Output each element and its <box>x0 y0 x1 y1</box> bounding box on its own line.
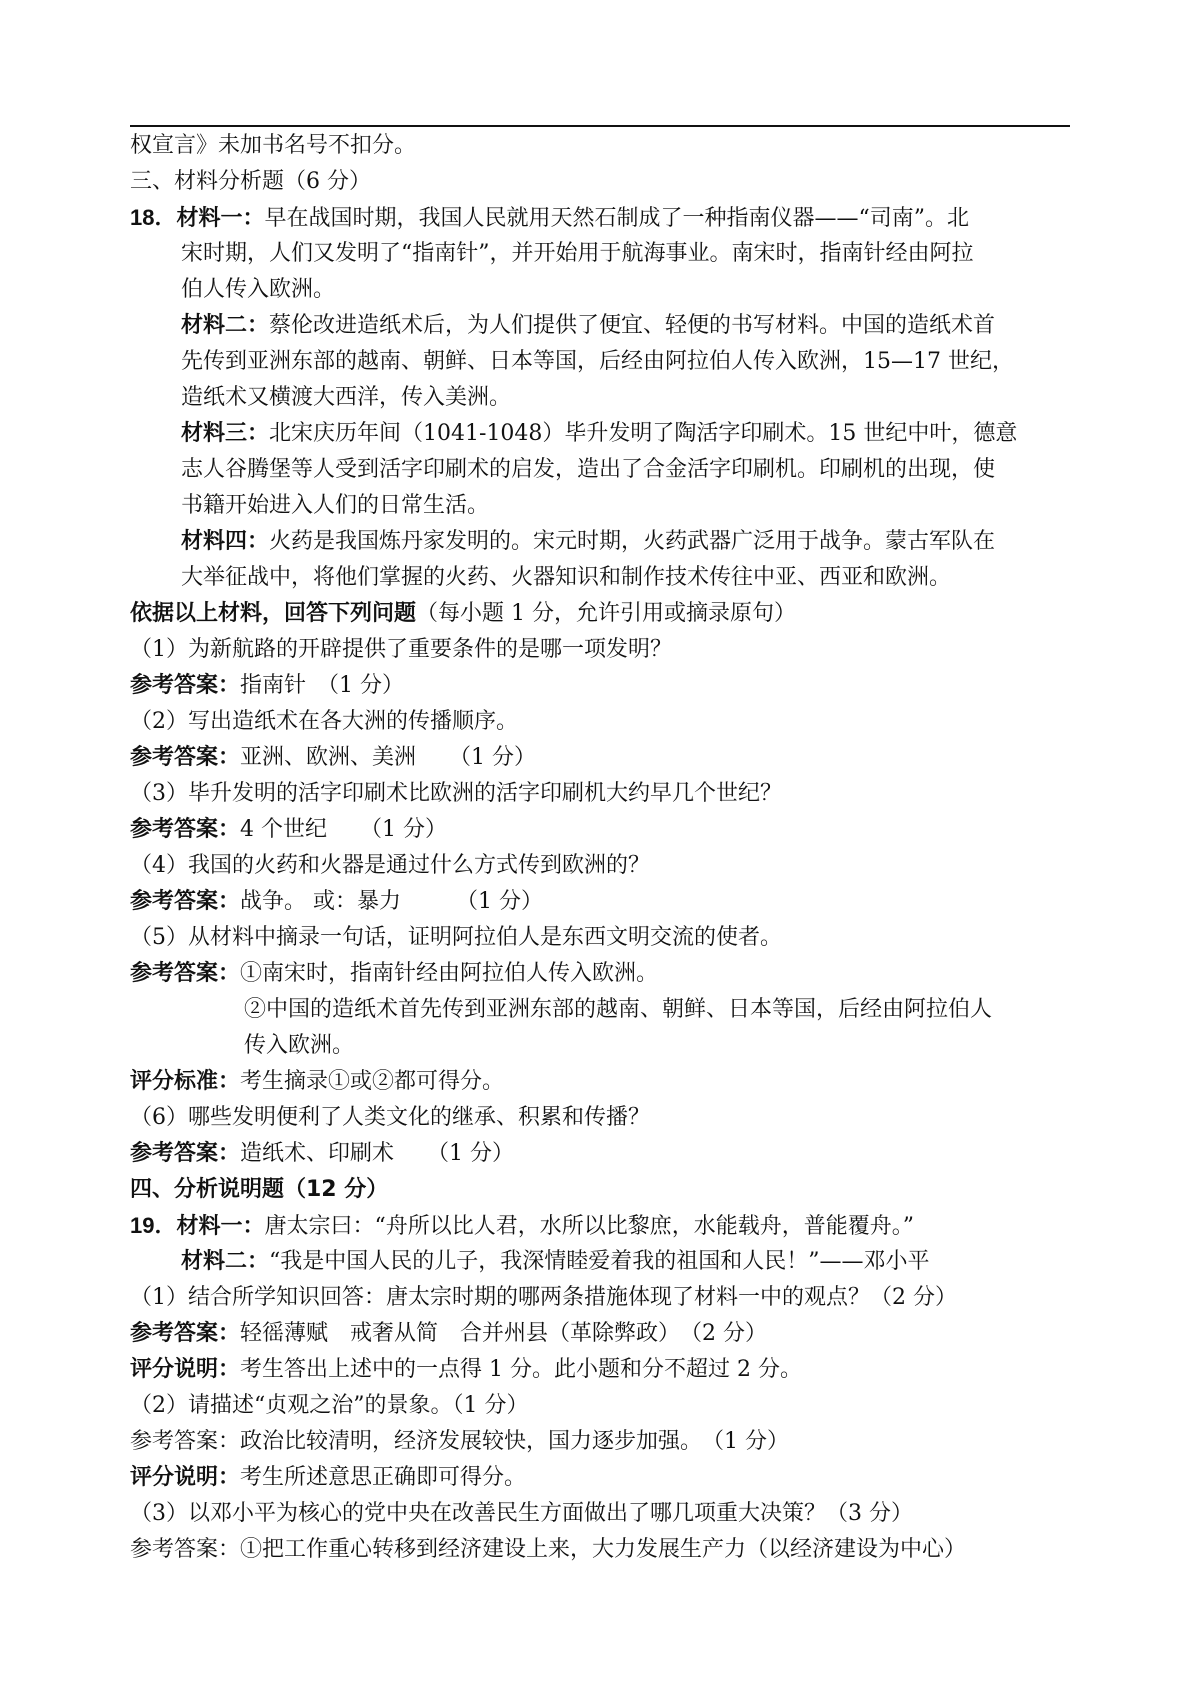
explanation-label: 评分说明： <box>130 1357 241 1382</box>
q19-material-1-text: 唐太宗曰：“舟所以比人君，水所以比黎庶，水能载舟，普能覆舟。” <box>264 1214 914 1239</box>
q18-material-3-line-2: 志人谷腾堡等人受到活字印刷术的启发，造出了合金活字印刷机。印刷机的出现，使 <box>181 457 996 482</box>
q18-answer-5-line-1 <box>130 956 1080 992</box>
q19-sub-2: （2）请描述“贞观之治”的景象。（1 分） <box>130 1393 529 1418</box>
q18-material-1-line-2: 宋时期，人们又发明了“指南针”，并开始用于航海事业。南宋时，指南针经由阿拉 <box>181 241 974 266</box>
answer-label: 参考答案： <box>130 817 241 842</box>
q19-explanation-2 <box>130 1460 1080 1496</box>
q18-material-4-line-2: 大举征战中，将他们掌握的火药、火器知识和制作技术传往中亚、西亚和欧洲。 <box>181 565 952 590</box>
continued-text: 权宣言》未加书名号不扣分。 <box>130 133 417 158</box>
header-rule <box>130 125 1070 127</box>
q18-instructions-rest: （每小题 1 分，允许引用或摘录原句） <box>416 601 797 626</box>
q18-sub-3: （3）毕升发明的活字印刷术比欧洲的活字印刷机大约早几个世纪？ <box>130 781 782 806</box>
q18-sub-5: （5）从材料中摘录一句话，证明阿拉伯人是东西文明交流的使者。 <box>130 925 782 950</box>
q18-material-2-line-2: 先传到亚洲东部的越南、朝鲜、日本等国，后经由阿拉伯人传入欧洲，15—17 世纪， <box>181 349 1014 374</box>
answer-label: 参考答案： <box>130 745 241 770</box>
q19-answer-1 <box>130 1316 1080 1352</box>
answer-text: 造纸术、印刷术 （1 分） <box>240 1141 515 1166</box>
q18-material-3-line-1 <box>130 416 1080 452</box>
explanation-text: 考生答出上述中的一点得 1 分。此小题和分不超过 2 分。 <box>240 1357 802 1382</box>
q18-material-2-text: 蔡伦改进造纸术后，为人们提供了便宜、轻便的书写材料。中国的造纸术首 <box>269 313 996 338</box>
answer-text: 轻徭薄赋 戒奢从简 合并州县（革除弊政） （2 分） <box>240 1321 768 1346</box>
q18-material-2-line-3: 造纸术又横渡大西洋，传入美洲。 <box>181 385 512 410</box>
q18-instructions-bold: 依据以上材料，回答下列问题 <box>130 601 417 626</box>
answer-label: 参考答案： <box>130 961 241 986</box>
q18-material-4-line-1 <box>130 524 1080 560</box>
scoring-label: 评分标准： <box>130 1069 241 1094</box>
q18-sub-4: （4）我国的火药和火器是通过什么方式传到欧洲的？ <box>130 853 650 878</box>
q19-material-1-label: 材料一： <box>176 1214 265 1239</box>
answer-text: 4 个世纪 （1 分） <box>240 817 447 842</box>
scoring-text: 考生摘录①或②都可得分。 <box>240 1069 505 1094</box>
q18-material-4-text: 火药是我国炼丹家发明的。宋元时期，火药武器广泛用于战争。蒙古军队在 <box>269 529 996 554</box>
q18-sub-2: （2）写出造纸术在各大洲的传播顺序。 <box>130 709 518 734</box>
document-body <box>130 128 1080 1568</box>
q18-answer-5-line-3: 传入欧洲。 <box>244 1033 355 1058</box>
answer-label: 参考答案： <box>130 1141 241 1166</box>
answer-label: 参考答案： <box>130 1321 241 1346</box>
q19-material-2 <box>130 1244 1080 1280</box>
q19-sub-3: （3）以邓小平为核心的党中央在改善民生方面做出了哪几项重大决策？（3 分） <box>130 1501 913 1526</box>
answer-text: ①南宋时，指南针经由阿拉伯人传入欧洲。 <box>240 961 659 986</box>
q18-material-2-label: 材料二： <box>181 313 270 338</box>
q18-answer-2 <box>130 740 1080 776</box>
q19-explanation-1 <box>130 1352 1080 1388</box>
section-4-title: 四、分析说明题（12 分） <box>130 1177 389 1202</box>
q18-material-4-label: 材料四： <box>181 529 270 554</box>
q19-material-2-text: “我是中国人民的儿子，我深情睦爱着我的祖国和人民！”——邓小平 <box>269 1249 930 1274</box>
q18-material-1-line-1 <box>130 200 1080 236</box>
q18-answer-1 <box>130 668 1080 704</box>
q18-answer-3 <box>130 812 1080 848</box>
q18-material-1-line-3: 伯人传入欧洲。 <box>181 277 336 302</box>
q18-sub-6: （6）哪些发明便利了人类文化的继承、积累和传播？ <box>130 1105 650 1130</box>
q18-material-1-label: 材料一： <box>176 206 265 231</box>
answer-text: 指南针 （1 分） <box>240 673 405 698</box>
q18-material-3-label: 材料三： <box>181 421 270 446</box>
answer-text: 亚洲、欧洲、美洲 （1 分） <box>240 745 537 770</box>
q19-answer-3: 参考答案：①把工作重心转移到经济建设上来，大力发展生产力（以经济建设为中心） <box>130 1537 967 1562</box>
q18-number: 18． <box>130 205 177 230</box>
q18-material-3-text: 北宋庆历年间（1041-1048）毕升发明了陶活字印刷术。15 世纪中叶，德意 <box>269 421 1018 446</box>
answer-text: 战争。 或：暴力 （1 分） <box>240 889 544 914</box>
explanation-label: 评分说明： <box>130 1465 241 1490</box>
q18-answer-5-line-2: ②中国的造纸术首先传到亚洲东部的越南、朝鲜、日本等国，后经由阿拉伯人 <box>244 997 993 1022</box>
q18-material-3-line-3: 书籍开始进入人们的日常生活。 <box>181 493 490 518</box>
explanation-text: 考生所述意思正确即可得分。 <box>240 1465 527 1490</box>
q18-answer-4 <box>130 884 1080 920</box>
q19-material-1 <box>130 1208 1080 1244</box>
q18-scoring <box>130 1064 1080 1100</box>
q19-material-2-label: 材料二： <box>181 1249 270 1274</box>
q19-sub-1: （1）结合所学知识回答：唐太宗时期的哪两条措施体现了材料一中的观点？（2 分） <box>130 1285 957 1310</box>
q18-instructions <box>130 596 1080 632</box>
answer-label: 参考答案： <box>130 673 241 698</box>
q18-material-2-line-1 <box>130 308 1080 344</box>
q19-number: 19． <box>130 1213 177 1238</box>
answer-label: 参考答案： <box>130 889 241 914</box>
section-3-title: 三、材料分析题（6 分） <box>130 169 371 194</box>
q18-sub-1: （1）为新航路的开辟提供了重要条件的是哪一项发明？ <box>130 637 672 662</box>
q18-answer-6 <box>130 1136 1080 1172</box>
q18-material-1-text: 早在战国时期，我国人民就用天然石制成了一种指南仪器——“司南”。北 <box>264 206 969 231</box>
q19-answer-2: 参考答案：政治比较清明，经济发展较快，国力逐步加强。 （1 分） <box>130 1429 789 1454</box>
